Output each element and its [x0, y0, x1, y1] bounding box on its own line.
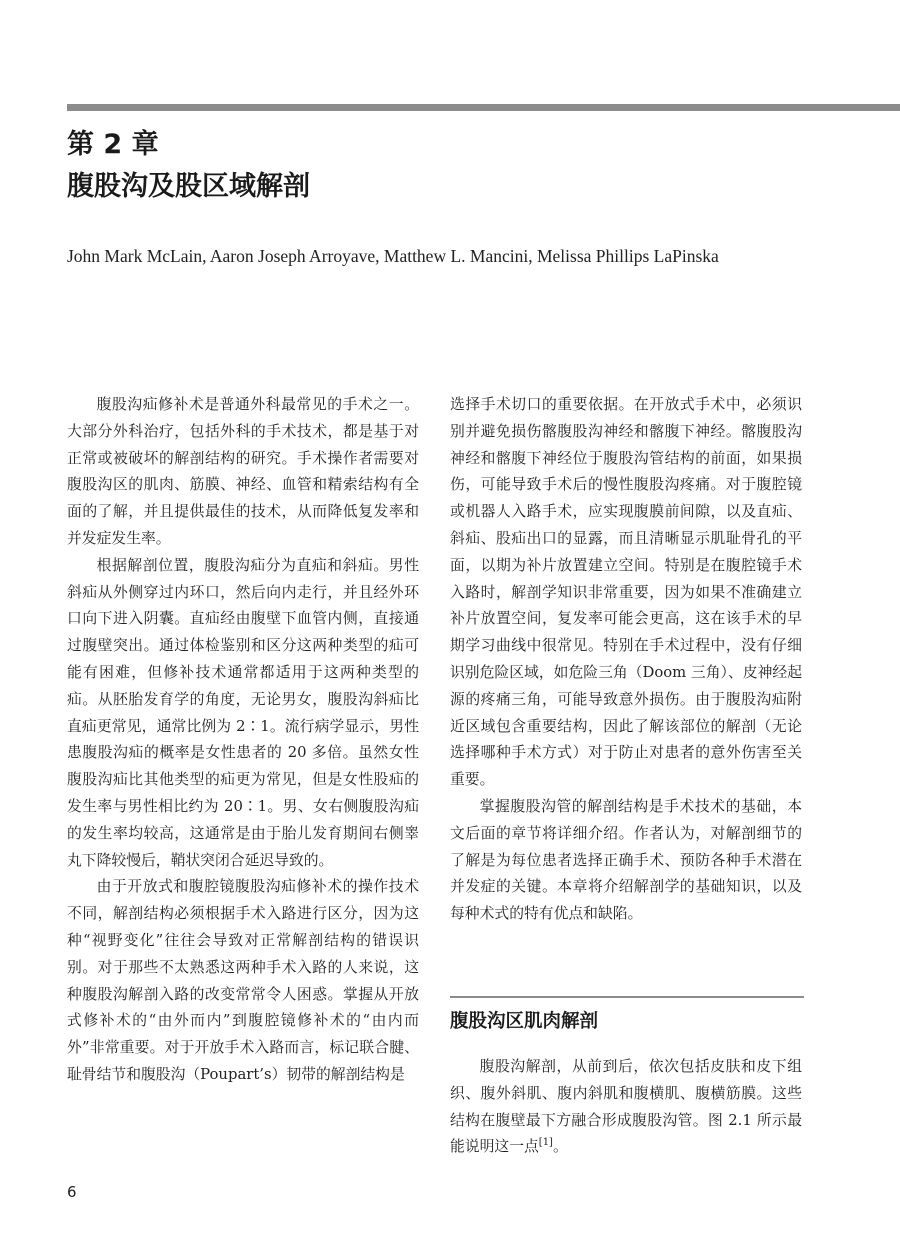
citation: [1] — [538, 1137, 553, 1149]
section-heading: 腹股沟区肌肉解剖 — [450, 996, 804, 1034]
chapter-title: 腹股沟及股区域解剖 — [67, 171, 310, 202]
top-rule — [67, 104, 900, 111]
paragraph — [450, 1054, 802, 1161]
paragraph: 掌握腹股沟管的解剖结构是手术技术的基础，本文后面的章节将详细介绍。作者认为，对解剖细节的了解是为每位患者选择正确手术、预防各种手术潜在并发症的关键。本章将介绍解剖学的基础知识，以及每种术式的特有优点和缺陷。 — [450, 797, 802, 923]
paragraph-continued: 选择手术切口的重要依据。在开放式手术中，必须识别并避免损伤髂腹股沟神经和髂腹下神经。髂腹股沟神经和髂腹下神经位于腹股沟管结构的前面，如果损伤，可能导致手术后的慢性腹股沟疼痛。对于腹腔镜或机器人入路手术，应实现腹膜前间隙，以及直疝、斜疝、股疝出口的显露，而且清晰显示肌耻骨孔的平面，以期为补片放置建立空间。特别是在腹腔镜手术入路时，解剖学知识非常重要，因为如果不准确建立补片放置空间，复发率可能会更高，这在该手术的早期学习曲线中很常见。特别在手术过程中，没有仔细识别危险区域，如危险三角（Doom 三角）、皮神经起源的疼痛三角，可能导致意外损伤。由于腹股沟疝附近区域包含重要结构，因此了解该部位的解剖（无论选择哪种手术方式）对于防止对患者的意外伤害至关重要。 — [450, 396, 802, 789]
paragraph: 根据解剖位置，腹股沟疝分为直疝和斜疝。男性斜疝从外侧穿过内环口，然后向内走行，并且经外环口向下进入阴囊。直疝经由腹壁下血管内侧，直接通过腹壁突出。通过体检鉴别和区分这两种类型的疝可能有困难，但修补技术通常都适用于这两种类型的疝。从胚胎发育学的角度，无论男女，腹股沟斜疝比直疝更常见，通常比例为 2∶1。流行病学显示，男性患腹股沟疝的概率是女性患者的 20 多倍。虽然女性腹股沟疝比其他类型的疝更为常见，但是女性股疝的发生率与男性相比约为 20∶1。男、女右侧腹股沟疝的发生率均较高，这通常是由于胎儿发育期间右侧睾丸下降较慢后，鞘状突闭合延迟导致的。 — [67, 556, 419, 869]
paragraph-end: 。 — [552, 1138, 568, 1156]
paragraph: 腹股沟疝修补术是普通外科最常见的手术之一。大部分外科治疗，包括外科的手术技术，都是基于对正常或被破坏的解剖结构的研究。手术操作者需要对腹股沟区的肌肉、筋膜、神经、血管和精索结构有全面的了解，并且提供最佳的技术，从而降低复发率和并发症发生率。 — [67, 396, 419, 547]
paragraph: 由于开放式和腹腔镜腹股沟疝修补术的操作技术不同，解剖结构必须根据手术入路进行区分，因为这种“视野变化”往往会导致对正常解剖结构的错误识别。对于那些不太熟悉这两种手术入路的人来说，这种腹股沟解剖入路的改变常常令人困惑。掌握从开放式修补术的“由外而内”到腹腔镜修补术的“由内而外”非常重要。对于开放手术入路而言，标记联合腱、耻骨结节和腹股沟（Poupart’s）韧带的解剖结构是 — [67, 878, 419, 1083]
right-column-section — [450, 1054, 802, 1161]
right-column — [450, 392, 802, 928]
chapter-number: 第 2 章 — [67, 129, 159, 160]
paragraph-text: 腹股沟解剖，从前到后，依次包括皮肤和皮下组织、腹外斜肌、腹内斜肌和腹横肌、腹横筋膜。这些结构在腹壁最下方融合形成腹股沟管。图 2.1 所示最能说明这一点 — [450, 1058, 802, 1156]
chapter-authors: John Mark McLain, Aaron Joseph Arroyave, Matthew L. Mancini, Melissa Phillips LaPinska — [67, 246, 719, 266]
left-column — [67, 392, 419, 1089]
page-number: 6 — [67, 1183, 77, 1201]
